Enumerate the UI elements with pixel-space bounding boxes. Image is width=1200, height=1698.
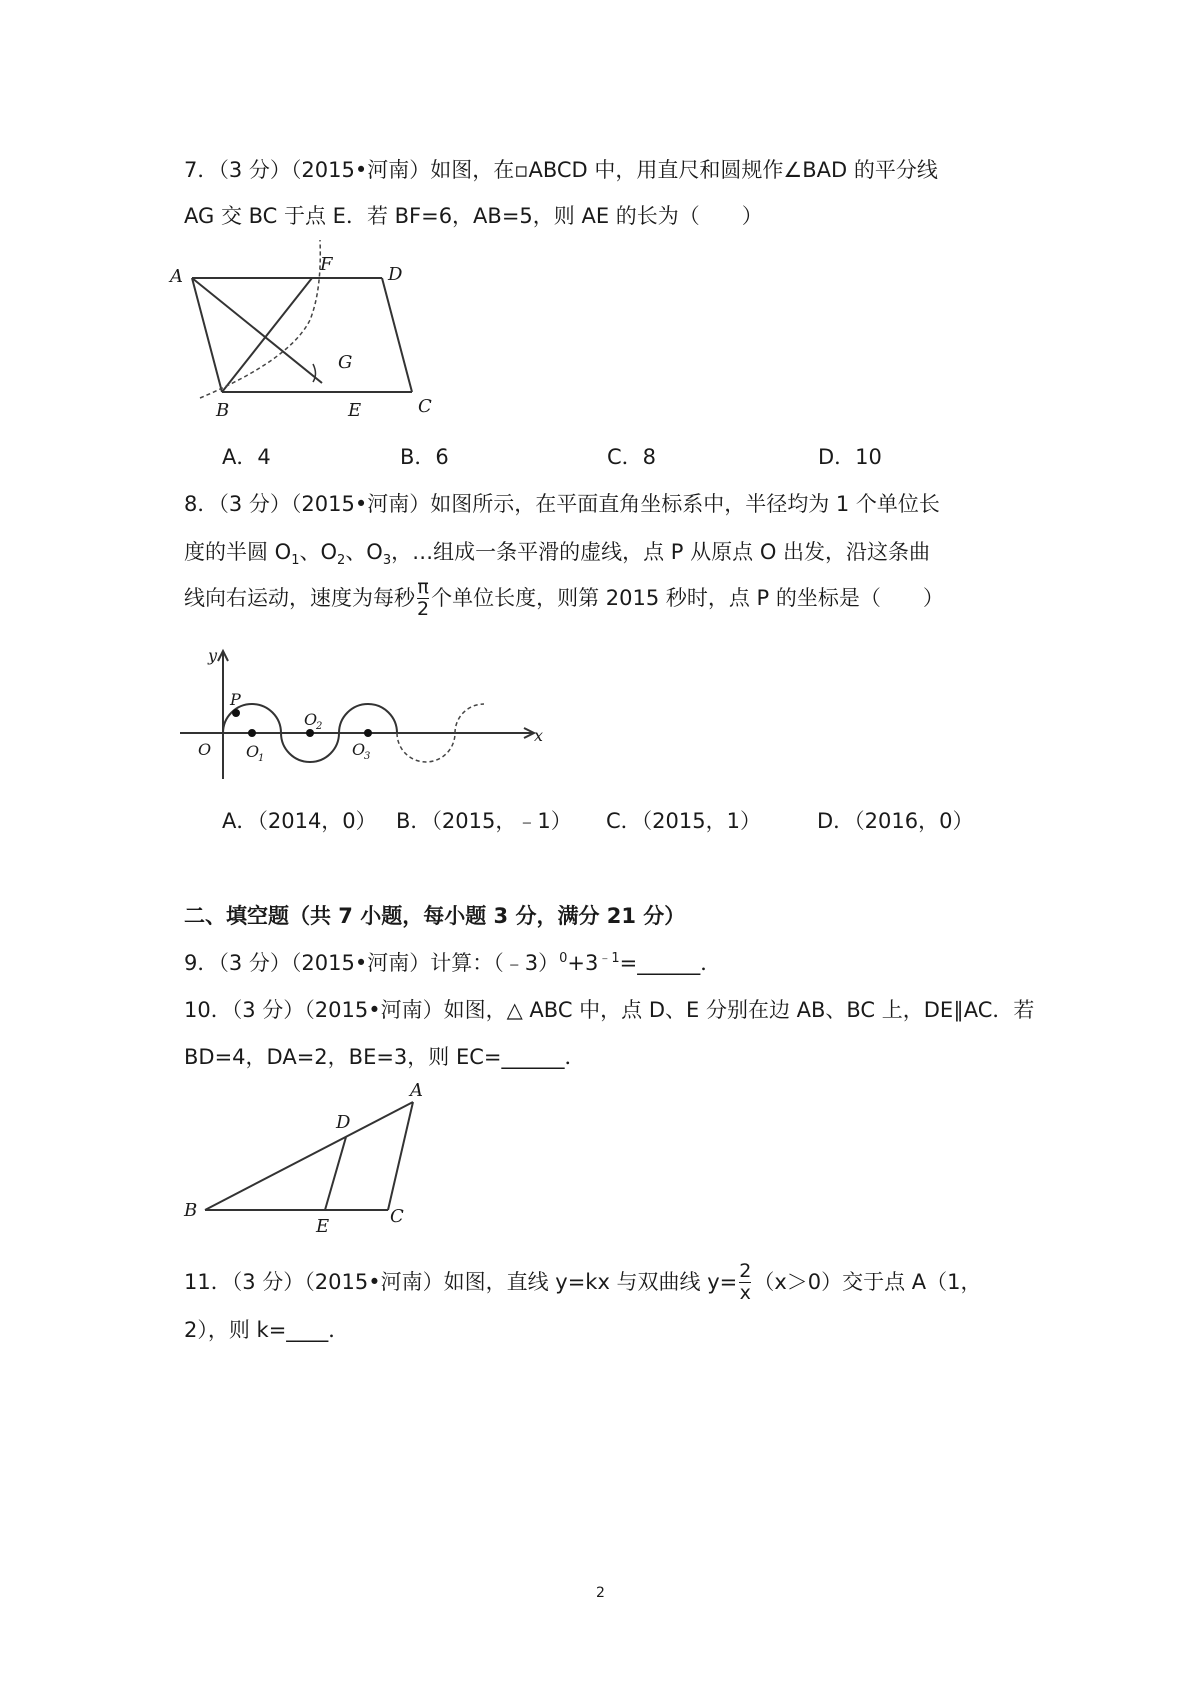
- q11-fraction: $\frac{2}{x}$: [739, 1260, 752, 1304]
- q7-option-d: D．10: [818, 445, 882, 469]
- section2-title: 二、填空题（共 7 小题，每小题 3 分，满分 21 分）: [184, 904, 686, 928]
- q7-segment-bf: [222, 278, 312, 392]
- q8-label-o2: O: [304, 710, 318, 729]
- q8-option-c: C．（2015，1）: [606, 809, 761, 833]
- q10-segment-de: [325, 1137, 346, 1210]
- q10-edge-ba: [205, 1102, 413, 1210]
- q10-text-line2: BD=4，DA=2，BE=3，则 EC=______．: [184, 1045, 586, 1069]
- q7-option-c: C．8: [607, 445, 657, 469]
- q8-label-o1: O: [246, 742, 260, 761]
- q7-parallelogram-figure: [170, 240, 430, 420]
- q8-label-x: x: [534, 726, 544, 745]
- q10-edge-ac: [388, 1102, 413, 1210]
- q7-arc-mark: [313, 364, 316, 382]
- q8-fraction: $\frac{\pi}{2}$: [417, 576, 430, 620]
- q7-text-line1: 7．（3 分）（2015•河南）如图，在▫ABCD 中，用直尺和圆规作∠BAD 的平分线: [184, 158, 938, 182]
- q8-option-d: D．（2016，0）: [817, 809, 974, 833]
- q7-label-f: F: [320, 254, 333, 275]
- q7-edge-ab: [192, 278, 222, 392]
- q8-label-o: O: [198, 740, 212, 759]
- q7-edge-dc: [382, 278, 412, 392]
- q10-label-c: C: [390, 1206, 404, 1227]
- q10-label-d: D: [336, 1112, 351, 1133]
- q10-text-line1: 10．（3 分）（2015•河南）如图，△ ABC 中，点 D、E 分别在边 AB、BC 上，DE∥AC．若: [184, 998, 1035, 1022]
- q8-label-o2-sub: 2: [316, 721, 323, 732]
- q10-triangle-figure: [180, 1080, 440, 1240]
- q10-label-b: B: [184, 1200, 198, 1221]
- q7-segment-ae: [192, 278, 322, 383]
- q7-label-e: E: [348, 400, 362, 421]
- q7-label-a: A: [170, 266, 183, 287]
- q8-point-o3: [364, 729, 372, 737]
- q7-label-g: G: [338, 352, 353, 373]
- q8-point-p: [232, 709, 240, 717]
- q7-label-c: C: [418, 396, 432, 417]
- q11-text-line1: 11．（3 分）（2015•河南）如图，直线 y=kx 与双曲线 y= $\frac{2}{x}$ （x＞0）交于点 A（1，: [184, 1260, 982, 1304]
- q8-text-line2: 度的半圆 $O_1$、$O_2$、$O_3$，…组成一条平滑的虚线，点 P 从原点 O 出发，沿这条曲: [184, 540, 931, 569]
- q7-option-b: B．6: [400, 445, 449, 469]
- q8-text-line1: 8．（3 分）（2015•河南）如图所示，在平面直角坐标系中，半径均为 1 个单位长: [184, 492, 940, 516]
- q8-label-p: P: [230, 690, 241, 709]
- q8-label-o3: O: [352, 740, 366, 759]
- q8-option-b: B．（2015，﹣1）: [396, 809, 572, 833]
- q8-option-a: A．（2014，0）: [222, 809, 377, 833]
- q8-point-o2: [306, 729, 314, 737]
- q8-label-y: y: [208, 646, 218, 665]
- q7-option-a: A．4: [222, 445, 271, 469]
- page-number: 2: [596, 1585, 605, 1601]
- q7-label-b: B: [216, 400, 230, 421]
- q10-label-a: A: [410, 1080, 423, 1101]
- q8-label-o1-sub: 1: [258, 753, 265, 764]
- q8-text-line3: 线向右运动，速度为每秒 $\frac{\pi}{2}$ 个单位长度，则第 2015 秒时，点 P 的坐标是（ ）: [184, 576, 944, 620]
- q7-label-d: D: [388, 264, 403, 285]
- q10-label-e: E: [316, 1216, 330, 1237]
- q11-text-line2: 2），则 k=____．: [184, 1318, 350, 1342]
- q8-coordinate-figure: [180, 645, 550, 785]
- q8-point-o1: [248, 729, 256, 737]
- q8-label-o3-sub: 3: [364, 751, 371, 762]
- q7-text-line2: AG 交 BC 于点 E．若 BF=6，AB=5，则 AE 的长为（ ）: [184, 204, 763, 228]
- q9-text: 9．（3 分）（2015•河南）计算：$(﹣3)^0+3^{﹣1}=\_\_\_\_\_\_$．: [184, 951, 722, 975]
